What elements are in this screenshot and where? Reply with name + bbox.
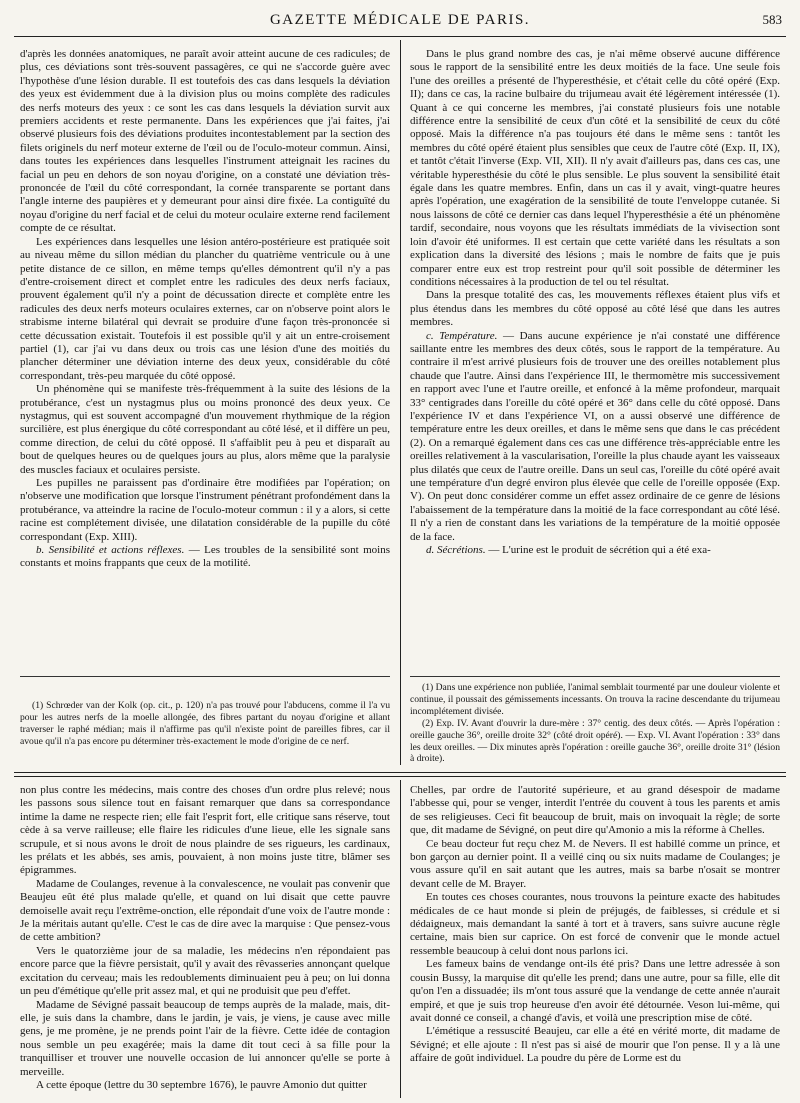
section-separator-bottom: [14, 776, 786, 777]
paragraph: Dans le plus grand nombre des cas, je n'ai même observé aucune différence sous le rapport de la sensibilité entre les deux moitiés de la face. Une seule fois l'une des oreilles a présenté de l'hyperesthésie, et c'était celle du côté opéré (Exp. II); dans ce cas, la racine bulbaire du trijumeau avait été légèrement intéressée (1). Quant à ce qui concerne les membres, j'ai constaté plusieurs fois une notable différence entre la sensibilité de ceux d'un côté et la sensibilité de ceux du côté opposé. Mais la différence n'a pas toujours été dans le même sens : tantôt les membres du côté opéré étaient plus sensibles que ceux de l'autre côté (Exp. II, IX), et tantôt c'était l'inverse (Exp. VII, XII). Il n'y avait d'ailleurs pas, dans ces cas, une véritable hyperesthésie du côté le plus sensible. Le plus souvent la sensibilité était égale dans les quatre membres. Enfin, dans un cas il y avait, vingt-quatre heures après l'opération, une exagération de la sensibilité de toute l'enveloppe cutanée. Si nous laissons de côté ce dernier cas dans lequel l'hyperesthésie a été un phénomène tardif, secondaire, nous voyons que les résultats immédiats de la vivisection sont loin d'avoir été uniformes. Il est certain que cette variété dans les résultats a son explication dans la diversité des lésions ; mais le nombre de faits que je puis comparer entre eux est trop restreint pour qu'il soit possible de déterminer les conditions nécessaires à la production de tel ou tel résultat.: [410, 48, 780, 288]
section-title: b. Sensibilité et actions réflexes.: [36, 544, 185, 557]
article-column-upper-left: [20, 48, 390, 670]
paragraph: Vers le quatorzième jour de sa maladie, les médecins n'en répondaient pas encore parce que la fièvre persistait, qu'il y avait des rêvasseries annonçant quelque excitation du cerveau; mais les redoublements diminuaient peu à peu; on lui donna un peu d'émétique qu'elle prit assez mal, et qui ne produisit que peu d'effet.: [20, 944, 390, 998]
paragraph: Madame de Coulanges, revenue à la convalescence, ne voulait pas convenir que Beaujeu eût été plus malade qu'elle, et quand on lui disait que cette pauvre demoiselle avait reçu l'extrême-onction, elle répondait d'une voix de l'autre monde : Je la méritais autant qu'elle. C'est le cas de dire avec la marquise : Que pensez-vous de cette ambition?: [20, 877, 390, 944]
upper-column-divider: [400, 40, 401, 765]
paragraph: En toutes ces choses courantes, nous trouvons la peinture exacte des habitudes médicales de ce haut monde si plein de préjugés, de faiblesses, si crédule et si dédaigneux, mais demandant la santé à tort et à travers, sans suivre aucune règle certaine, mais bien sur caprice. On est forcé de convenir que le monde actuel ressemble beaucoup à celui dont nous parlons ici.: [410, 891, 780, 957]
feuilleton-column-left: [20, 784, 390, 1098]
paragraph: [20, 544, 390, 571]
footnotes-left: [20, 700, 390, 764]
footnote: (1) Schrœder van der Kolk (op. cit., p. 120) n'a pas trouvé pour l'abducens, comme il l'a vu pour les autres nerfs de la moelle allongée, des fibres partant du noyau d'origine et allant traverser le raphé médian; mais il n'affirme pas qu'il n'existe point de pareilles fibres, car il avoue qu'il n'a pas encore pu déterminer très-exactement le mode d'origine de ce nerf.: [20, 700, 390, 747]
paragraph: non plus contre les médecins, mais contre des choses d'un ordre plus relevé; nous les passons sous silence tout en faisant remarquer que dans sa correspondance intime la dame ne respecte rien; elle fait l'esprit fort, elle critique sans réserve, tout cède à sa verve railleuse; elle flaire les ridicules d'une lieue, elle les signale sans scrupule, et si nous avons le droit de nous plaindre de ses rigueurs, les cardinaux, les prélats et les abbés, ses amis, pouvaient, à non moins juste titre, blâmer ses épigrammes.: [20, 784, 390, 877]
paragraph: A cette époque (lettre du 30 septembre 1676), le pauvre Amonio dut quitter: [36, 1078, 367, 1091]
paragraph: Les expériences dans lesquelles une lésion antéro-postérieure est pratiquée soit au niveau même du sillon médian du plancher du quatrième ventricule ou à une petite distance de ce sillon, en même temps qu'elles démontrent qu'il n'y a pas d'entre-croisement direct et complet entre les radicules des deux nerfs faciaux, prouvent également qu'il n'y a point de décussation directe et complète entre les radicules des deux nerfs moteurs oculaires externes, car on n'observe point alors le strabisme interne bilatéral qui devrait se produire d'une façon très-prononcée si cette décussation existait. Toutefois il est possible qu'il y ait un entre-croisement partiel (1), car j'ai vu dans deux ou trois cas une lésion d'une des moitiés du plancher déterminer une déviation interne des deux yeux, considérable du côté correspondant, très-peu marquée du côté opposé.: [20, 235, 390, 382]
paragraph: Les pupilles ne paraissent pas d'ordinaire être modifiées par l'opération; on n'observe une modification que lorsque l'instrument pénétrant profondément dans la protubérance, va atteindre la racine de l'oculo-moteur commun : il y a alors, si cette racine est complétement divisée, une dilatation considérable de la pupille du côté correspondant (Exp. XIII).: [20, 477, 390, 543]
paragraph: Chelles, par ordre de l'autorité supérieure, et au grand désespoir de madame l'abbesse qui, pour se venger, interdit l'entrée du couvent à tous les parents et amis de ses religieuses. Ceci fit beaucoup de bruit, mais on invoquait la règle; de sorte que, dit madame de Sévigné, on peut dire qu'Amonio a mis la réforme à Chelles.: [410, 784, 780, 837]
footnote: (1) Dans une expérience non publiée, l'animal semblait tourmenté par une douleur violente et continue, il poussait des gémissements incessants. On trouva la racine descendante du trijumeau incomplétement divisée.: [410, 682, 780, 717]
footnote: (2) Exp. IV. Avant d'ouvrir la dure-mère : 37° centig. des deux côtés. — Après l'opération : oreille gauche 36°, oreille droite 32° (côté droit opéré). — Exp. VI. Avant l'opération : 33° dans les deux oreilles. — Dix minutes après l'opération : oreille gauche 36°, oreille droite 31° (lésion à droite).: [410, 717, 780, 765]
article-column-upper-right: [410, 48, 780, 670]
section-separator-top: [14, 772, 786, 773]
footnote-rule-left: [20, 676, 390, 677]
paragraph: [410, 330, 780, 545]
paragraph: Les fameux bains de vendange ont-ils été pris? Dans une lettre adressée à son cousin Bussy, la marquise dit qu'elle les prend; dans une autre, pour sa fille, elle dit qu'on l'en a dissuadée; ils m'ont tous assuré que la vendange de cette année n'aurait empiré, et que je suis trop heureuse d'en avoir été détournée. Veson lui-même, qui avait donné ce conseil, a changé d'avis, et voilà une prescription mise de côté.: [410, 958, 780, 1024]
journal-title: GAZETTE MÉDICALE DE PARIS.: [269, 12, 531, 28]
paragraph: Dans la presque totalité des cas, les mouvements réflexes étaient plus vifs et plus étendus dans les membres du côté opposé au côté lésé que dans les autres membres.: [410, 289, 780, 329]
footnotes-right: [410, 682, 780, 766]
footnote-rule-right: [410, 676, 780, 677]
paragraph: Un phénomène qui se manifeste très-fréquemment à la suite des lésions de la protubérance, c'est un nystagmus plus ou moins prononcé des deux yeux. Ce nystagmus, qui est souvent accompagné d'un mouvement rhythmique de la région surcilière, est plus énergique du côté correspondant au côté lésé, et il diffère un peu, comme direction, de celui du côté opposé. Il s'affaiblit peu à peu et disparaît au bout de quelques heures ou de quelques jours au plus, alors même que la paralysie des muscles faciaux et oculaires persiste.: [20, 383, 390, 476]
lower-column-divider: [400, 780, 401, 1098]
paragraph: Ce beau docteur fut reçu chez M. de Nevers. Il est habillé comme un prince, et bon garçon au dernier point. Il a veillé cinq ou six nuits madame de Coulanges; je vous assure qu'il en sait autant que les autres, mais sa barbe n'osait se montrer devant celle de M. Brayer.: [410, 837, 780, 890]
feuilleton-column-right: [410, 784, 780, 1098]
section-text: — Dans aucune expérience je n'ai constaté une différence saillante entre les membres des deux côtés, sous le rapport de la température. Au contraire il m'est arrivé plusieurs fois de trouver une des oreilles notablement plus chaude que l'autre. Ainsi dans l'expérience III, le thermomètre mis successivement en rapport avec l'une et l'autre oreille, et enfoncé à la même profondeur, marquait 33° centigrades dans l'oreille du côté opéré et 36° dans celle du côté opposé. Dans l'expérience IV et dans l'expérience VI, on a aussi observé une différence de température entre les deux oreilles, et dans le même sens que dans le cas précédent (2). On a remarqué également dans ces cas une différence très-appréciable entre les oreilles relativement à la vascularisation, l'oreille la plus chaude ayant les vaisseaux plus dilatés que ceux de l'autre oreille. Dans un seul cas, l'oreille du côté opéré avait une température d'un degré environ plus élevée que celle de l'oreille opposée (Exp. V). On peut donc considérer comme un effet assez ordinaire de ce genre de lésions l'abaissement de la température dans la moitié de la face correspondant au côté lésé. Il n'y a rien de constant dans les variations de la température de la moitié opposée de la face.: [410, 329, 780, 543]
page-number: 583: [762, 12, 782, 27]
section-title: d. Sécrétions.: [426, 544, 486, 557]
header-rule: [14, 36, 786, 37]
page-header: [14, 12, 786, 30]
paragraph: Madame de Sévigné passait beaucoup de temps auprès de la malade, mais, dit-elle, je suis dans la chambre, dans le jardin, je vais, je viens, je cause avec mille gens, je me promène, je ne prends point l'air de la fièvre. Cette idée de contagion nous semble un peu exagérée; mais la dame dit tout ceci à sa fille pour la tranquilliser et trouver une nouvelle occasion de lui annoncer qu'elle se porte à merveille.: [20, 998, 390, 1078]
paragraph: d'après les données anatomiques, ne paraît avoir atteint aucune de ces radicules; de plus, ces déviations sont très-souvent passagères, ce qui ne s'accorde guère avec l'hypothèse d'une lésion durable. Il est toutefois des cas dans lesquels la déviation des yeux est évidemment due à la division plus ou moins complète des radicules des nerfs moteurs des yeux : ce sont les cas dans lesquels la déviation survit aux premiers accidents et reste permanente. Dans les expériences que j'ai faites, j'ai observé plusieurs fois des déviations produites incontestablement par la section des filets originels du nerf moteur externe de l'œil ou de l'oculo-moteur commun. Ainsi, dans toutes les expériences dans lesquelles l'instrument atteignait les racines du facial un peu en dehors de son noyau d'origine, on a constaté une déviation très-prononcée de l'œil du côté correspondant, la cornée transparente se portant dans l'angle interne des paupières et y demeurant pour ainsi dire fixée. La contiguïté du noyau d'origine du nerf facial et de celui du moteur oculaire externe rend facilement compte de ce résultat.: [20, 48, 390, 235]
section-text: — Les troubles de la sensibilité sont moins constants et moins frappants que ceux de la motilité.: [20, 544, 390, 570]
paragraph: [410, 544, 780, 557]
paragraph: L'émétique a ressuscité Beaujeu, car elle a été en vérité morte, dit madame de Sévigné; et elle ajoute : Il n'est pas si aisé de mourir que l'on pense. Il y a là une affaire de goût individuel. La poudre du père de Lorme est du: [410, 1025, 780, 1065]
section-text: — L'urine est le produit de sécrétion qui a été exa-: [485, 544, 711, 557]
section-title: c. Température.: [426, 329, 498, 342]
